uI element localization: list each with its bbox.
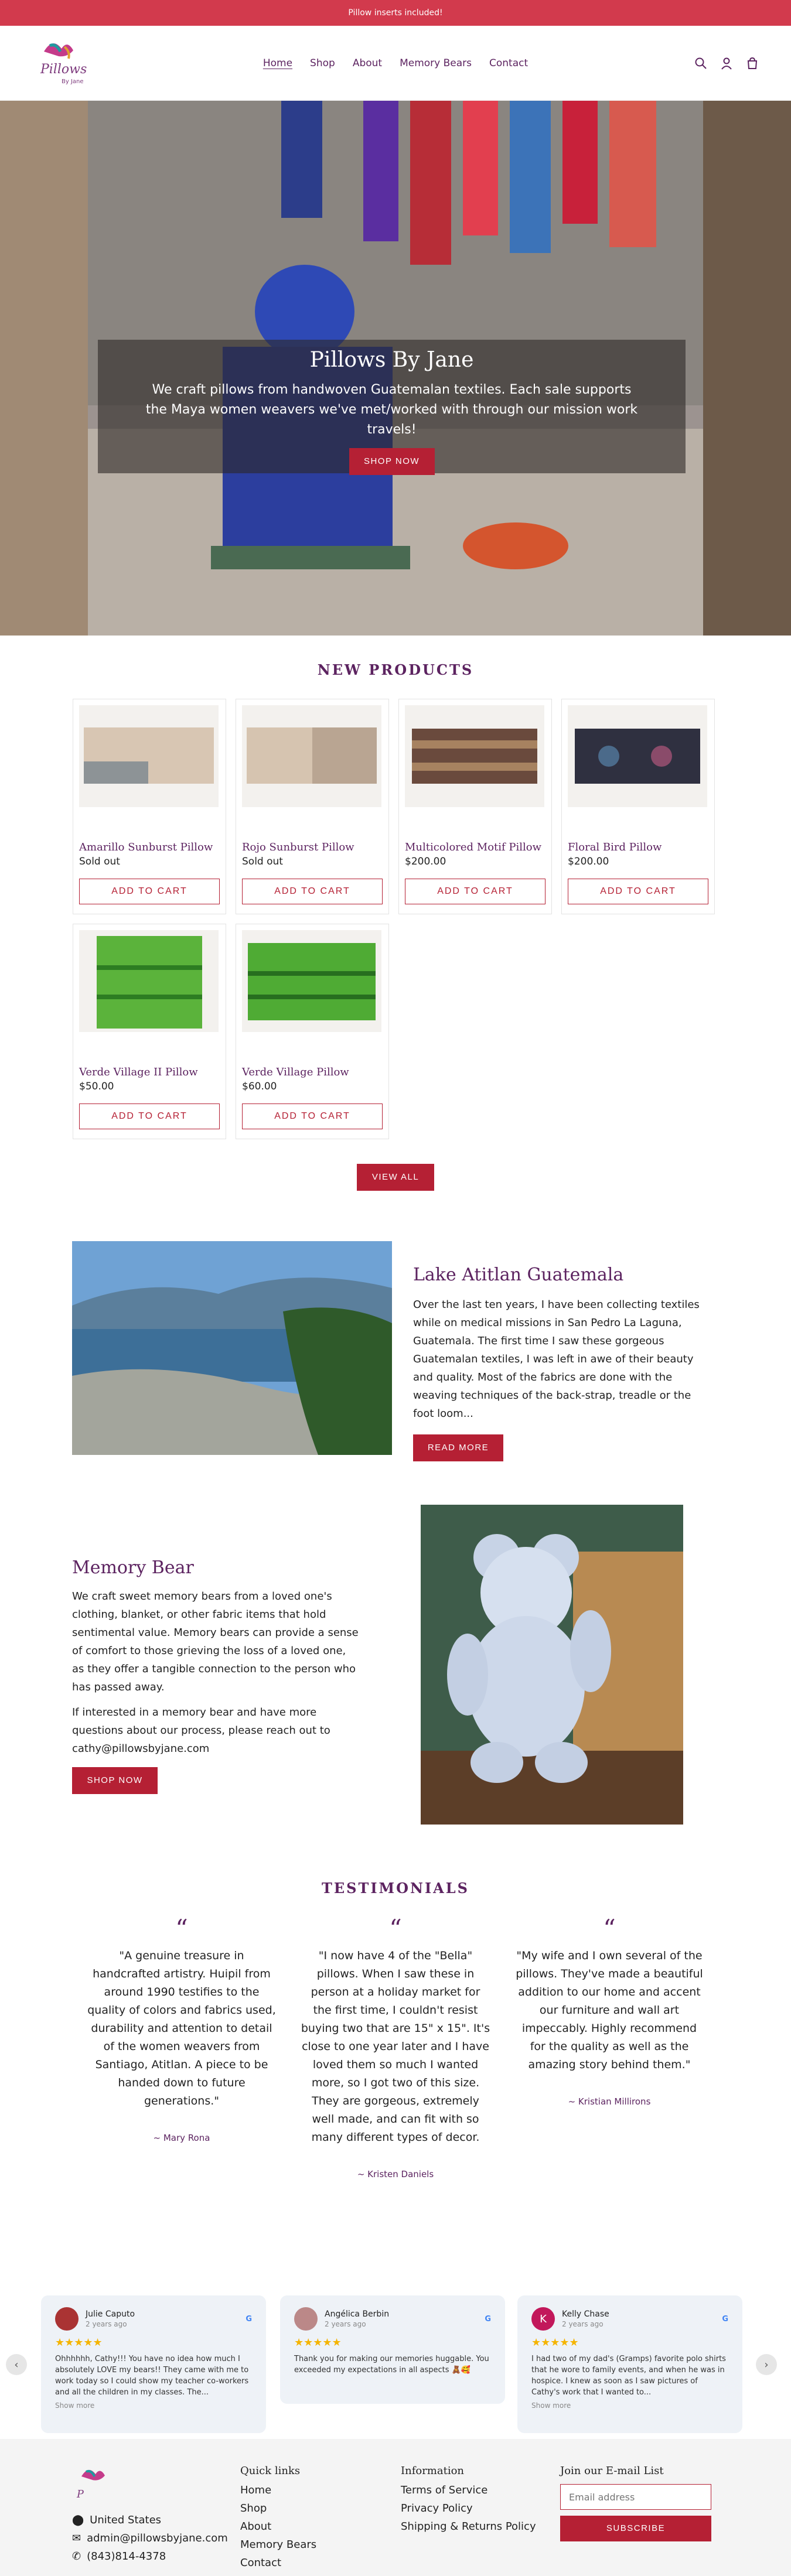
footer-newsletter <box>560 2465 711 2541</box>
new-products-title: NEW PRODUCTS <box>317 661 474 678</box>
review-stars: ★★★★★ <box>294 2336 342 2349</box>
testimonial-author: ~ Kristian Millirons <box>568 2096 651 2107</box>
nav-about[interactable]: About <box>352 57 383 69</box>
product-name[interactable]: Multicolored Motif Pillow <box>405 841 542 853</box>
memory-bear-section <box>0 1505 791 1880</box>
testimonial-item <box>514 1914 705 2179</box>
review-text: I had two of my dad's (Gramps) favorite polo shirts that he wore to family events, and when he was in hospice. I knew as soon as I saw pictures of Cathy's work that I wanted to... <box>531 2355 726 2397</box>
review-card <box>41 2295 266 2433</box>
product-card[interactable] <box>561 699 715 914</box>
footer-link-about[interactable]: About <box>240 2520 272 2533</box>
newsletter-title: Join our E-mail List <box>560 2465 664 2477</box>
review-text: Thank you for making our memories huggable. You exceeded my expectations in all aspects 🧸🥰 <box>294 2355 489 2375</box>
footer-logo <box>72 2462 119 2509</box>
product-name[interactable]: Floral Bird Pillow <box>568 841 662 853</box>
google-reviews-carousel <box>0 2295 791 2433</box>
logo-text: Pillows <box>40 62 87 77</box>
phone-icon: ✆ <box>72 2550 81 2563</box>
review-text: Ohhhhhh, Cathy!!! You have no idea how much I absolutely LOVE my bears!! They came with me to work today so I could show my teacher co-workers and all the children in my classes. The... <box>55 2355 249 2397</box>
reviewer-avatar: K <box>531 2307 555 2331</box>
main-nav <box>0 57 791 69</box>
footer-information <box>401 2465 536 2539</box>
new-products-section <box>0 636 791 1241</box>
memory-bear-text: We craft sweet memory bears from a loved one's clothing, blanket, or other fabric items that hold sentimental value. Memory bears can provide a sense of comfort to those grieving the loss of a loved one, as they offer a tangible connection to the person who has passed away. <box>72 1590 359 1693</box>
mail-icon: ✉ <box>72 2532 81 2544</box>
quote-icon: “ <box>389 1914 402 1943</box>
testimonial-item <box>87 1914 277 2179</box>
product-name[interactable]: Verde Village Pillow <box>242 1066 349 1078</box>
nav-home[interactable]: Home <box>262 57 293 69</box>
product-card[interactable] <box>398 699 552 914</box>
product-price: $200.00 <box>568 856 609 867</box>
memory-bear-text-block <box>72 1557 359 1794</box>
lake-text: Over the last ten years, I have been collecting textiles while on medical missions in San Pedro La Laguna, Guatemala. The first time I saw these gorgeous Guatemalan textiles, I was left in awe of their beauty and quality. Most of the fabrics are done with the weaving techniques of the back-strap, treadle or the foot loom... <box>413 1299 700 1420</box>
product-card[interactable] <box>73 699 226 914</box>
footer-link-privacy[interactable]: Privacy Policy <box>401 2502 473 2514</box>
footer-link-contact[interactable]: Contact <box>240 2557 282 2569</box>
footer-link-terms[interactable]: Terms of Service <box>401 2484 488 2496</box>
product-card[interactable] <box>236 699 389 914</box>
review-date: 2 years ago <box>562 2320 604 2328</box>
product-card[interactable] <box>73 924 226 1139</box>
nav-memory-bears[interactable]: Memory Bears <box>400 57 472 69</box>
lake-text-block <box>413 1265 706 1461</box>
memory-bear-contact-text: If interested in a memory bear and have more questions about our process, please reach out to cathy@pillowsbyjane.com <box>72 1706 330 1755</box>
footer-phone[interactable]: ✆ (843)814-4378 <box>72 2550 166 2563</box>
reviewer-avatar <box>294 2307 318 2331</box>
product-card[interactable] <box>236 924 389 1139</box>
show-more-link[interactable]: Show more <box>55 2401 95 2410</box>
testimonial-quote: "A genuine treasure in handcrafted artistry. Huipil from around 1990 testifies to the quality of colors and fabrics used, durability and attention to detail of the women weavers from Santiago, Atitlan. A piece to be handed down to future generations." <box>87 1949 276 2107</box>
product-name[interactable]: Amarillo Sunburst Pillow <box>79 841 213 853</box>
product-price: $50.00 <box>79 1081 114 1092</box>
testimonials-title: TESTIMONIALS <box>321 1880 470 1897</box>
review-card <box>280 2295 505 2404</box>
add-to-cart-button[interactable]: ADD TO CART <box>79 1103 220 1129</box>
memory-bear-title: Memory Bear <box>72 1557 194 1578</box>
lake-title: Lake Atitlan Guatemala <box>413 1265 624 1285</box>
product-image[interactable] <box>79 705 219 807</box>
quote-icon: “ <box>603 1914 616 1943</box>
lake-atitlan-image <box>72 1241 392 1455</box>
hero-text: We craft pillows from handwoven Guatemalan textiles. Each sale supports the Maya women weavers we've met/worked with through our mission work travels! <box>145 382 638 437</box>
review-date: 2 years ago <box>86 2320 127 2328</box>
product-grid <box>0 699 791 1139</box>
testimonial-author: ~ Kristen Daniels <box>357 2169 434 2179</box>
reviewer-avatar <box>55 2307 79 2331</box>
testimonial-author: ~ Mary Rona <box>153 2133 210 2143</box>
footer-link-shop[interactable]: Shop <box>240 2502 267 2514</box>
testimonial-item <box>301 1914 491 2179</box>
nav-contact[interactable]: Contact <box>489 57 529 69</box>
announcement-bar <box>0 0 791 26</box>
information-title: Information <box>401 2465 465 2477</box>
memory-bear-shop-now-button[interactable]: SHOP NOW <box>72 1767 158 1794</box>
lake-section <box>0 1241 791 1505</box>
view-all-button[interactable]: VIEW ALL <box>357 1164 434 1191</box>
testimonials-list <box>0 1914 791 2179</box>
google-icon: G <box>485 2314 491 2324</box>
read-more-button[interactable]: READ MORE <box>413 1434 503 1461</box>
product-price: Sold out <box>79 856 120 867</box>
carousel-next-button[interactable]: › <box>756 2354 777 2375</box>
nav-shop[interactable]: Shop <box>310 57 335 69</box>
product-name[interactable]: Rojo Sunburst Pillow <box>242 841 354 853</box>
reviewer-name: Kelly Chase <box>562 2309 609 2319</box>
product-image[interactable] <box>568 705 707 807</box>
hero-overlay <box>98 340 686 473</box>
product-image[interactable] <box>79 930 219 1032</box>
logo-subtext: By Jane <box>62 78 84 85</box>
review-stars: ★★★★★ <box>55 2336 103 2349</box>
subscribe-button[interactable]: SUBSCRIBE <box>560 2516 711 2541</box>
site-footer <box>0 2439 791 2576</box>
product-image[interactable] <box>405 705 544 807</box>
footer-quick-links <box>240 2465 316 2575</box>
footer-location: ⬤ United States <box>72 2514 162 2526</box>
announcement-text: Pillow inserts included! <box>348 8 443 18</box>
add-to-cart-button[interactable]: ADD TO CART <box>405 879 545 904</box>
add-to-cart-button[interactable]: ADD TO CART <box>242 879 383 904</box>
location-icon: ⬤ <box>72 2514 84 2526</box>
footer-link-memory-bears[interactable]: Memory Bears <box>240 2539 317 2551</box>
add-to-cart-button[interactable]: ADD TO CART <box>79 879 220 904</box>
hero-banner <box>0 101 791 636</box>
testimonial-quote: "My wife and I own several of the pillows. They've made a beautiful addition to our home and accent our furniture and wall art impeccably. Highly recommend for the quality as well as the amazing story behind them." <box>516 1949 703 2071</box>
reviewer-name: Julie Caputo <box>86 2309 135 2319</box>
footer-link-shipping[interactable]: Shipping & Returns Policy <box>401 2520 536 2533</box>
carousel-prev-button[interactable]: ‹ <box>6 2354 27 2375</box>
product-image[interactable] <box>242 705 381 807</box>
hero-title: Pillows By Jane <box>309 348 474 372</box>
product-price: $60.00 <box>242 1081 277 1092</box>
product-name[interactable]: Verde Village II Pillow <box>79 1066 198 1078</box>
add-to-cart-button[interactable]: ADD TO CART <box>568 879 708 904</box>
svg-text:P: P <box>77 2489 84 2500</box>
product-price: Sold out <box>242 856 283 867</box>
review-date: 2 years ago <box>325 2320 366 2328</box>
footer-contact <box>72 2462 228 2568</box>
review-stars: ★★★★★ <box>531 2336 579 2349</box>
quick-links-title: Quick links <box>240 2465 301 2477</box>
show-more-link[interactable]: Show more <box>531 2401 571 2410</box>
footer-link-home[interactable]: Home <box>240 2484 272 2496</box>
site-header <box>0 26 791 101</box>
quote-icon: “ <box>175 1914 188 1943</box>
google-icon: G <box>246 2314 252 2324</box>
add-to-cart-button[interactable]: ADD TO CART <box>242 1103 383 1129</box>
hero-shop-now-button[interactable]: SHOP NOW <box>349 448 435 475</box>
google-icon: G <box>722 2314 728 2324</box>
review-card <box>517 2295 742 2433</box>
testimonial-quote: "I now have 4 of the "Bella" pillows. When I saw these in person at a holiday market for the first time, I couldn't resist buying two that are 15" x 15". It's close to one year later and I have loved them so much I wanted more, so I got two of this size. They are gorgeous, extremely well made, and can fit with so many different types of decor. <box>301 1949 490 2144</box>
testimonials-section <box>0 1880 791 2295</box>
memory-bear-image <box>421 1505 683 1825</box>
product-image[interactable] <box>242 930 381 1032</box>
newsletter-email-input[interactable] <box>560 2484 711 2510</box>
product-price: $200.00 <box>405 856 446 867</box>
footer-email[interactable]: ✉ admin@pillowsbyjane.com <box>72 2532 228 2544</box>
reviewer-name: Angélica Berbin <box>325 2309 390 2319</box>
